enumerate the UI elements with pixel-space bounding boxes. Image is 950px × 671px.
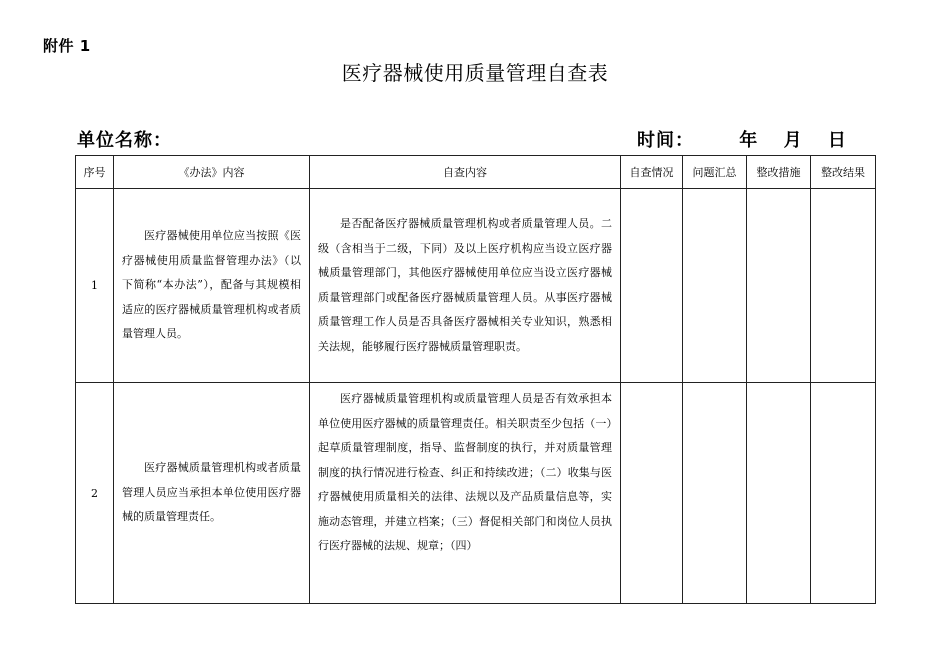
table-row bbox=[76, 189, 876, 383]
row-seq: 1 bbox=[76, 189, 114, 383]
document-title: 医疗器械使用质量管理自查表 bbox=[341, 61, 609, 85]
row-check-status-cell[interactable] bbox=[621, 383, 683, 604]
row-measure-cell bbox=[114, 189, 310, 383]
column-header-measure: 《办法》内容 bbox=[114, 156, 310, 189]
table-row bbox=[76, 383, 876, 604]
row-measure-text: 医疗器械质量管理机构或者质量管理人员应当承担本单位使用医疗器械的质量管理责任。 bbox=[122, 461, 301, 524]
year-label: 年 bbox=[739, 130, 759, 151]
row-seq: 2 bbox=[76, 383, 114, 604]
unit-name-label: 单位名称： bbox=[77, 130, 172, 151]
row-issues-cell[interactable] bbox=[683, 189, 747, 383]
date-placeholder bbox=[739, 126, 865, 152]
time-label: 时间： bbox=[637, 130, 694, 151]
row-corrective-result-cell[interactable] bbox=[811, 383, 876, 604]
annex-label: 附件 1 bbox=[43, 37, 91, 55]
column-header-issues: 问题汇总 bbox=[683, 156, 747, 189]
row-check-content-text: 医疗器械质量管理机构或质量管理人员是否有效承担本单位使用医疗器械的质量管理责任。相关职责至少包括（一）起草质量管理制度，指导、监督制度的执行，并对质量管理制度的执行情况进行检查、纠正和持续改进；（二）收集与医疗器械使用质量相关的法律、法规以及产品质量信息等，实施动态管理，并建立档案；（三）督促相关部门和岗位人员执行医疗器械的法规、规章；（四） bbox=[318, 392, 612, 552]
row-corrective-result-cell[interactable] bbox=[811, 189, 876, 383]
column-header-seq: 序号 bbox=[76, 156, 114, 189]
row-check-status-cell[interactable] bbox=[621, 189, 683, 383]
time-field bbox=[637, 126, 865, 152]
row-check-content-cell bbox=[310, 383, 621, 604]
column-header-corrective-result: 整改结果 bbox=[811, 156, 876, 189]
row-measure-cell bbox=[114, 383, 310, 604]
row-issues-cell[interactable] bbox=[683, 383, 747, 604]
row-corrective-measures-cell[interactable] bbox=[747, 383, 811, 604]
column-header-check-content: 自查内容 bbox=[310, 156, 621, 189]
table-header-row bbox=[76, 156, 876, 189]
self-check-table bbox=[75, 155, 876, 604]
column-header-check-status: 自查情况 bbox=[621, 156, 683, 189]
day-label: 日 bbox=[827, 130, 847, 151]
month-label: 月 bbox=[783, 130, 803, 151]
row-check-content-text: 是否配备医疗器械质量管理机构或者质量管理人员。二级（含相当于二级，下同）及以上医疗机构应当设立医疗器械质量管理部门，其他医疗器械使用单位应当设立医疗器械质量管理部门或配备医疗器械质量管理人员。从事医疗器械质量管理工作人员是否具备医疗器械相关专业知识，熟悉相关法规，能够履行医疗器械质量管理职责。 bbox=[318, 217, 612, 353]
row-check-content-cell bbox=[310, 189, 621, 383]
column-header-corrective-measures: 整改措施 bbox=[747, 156, 811, 189]
row-corrective-measures-cell[interactable] bbox=[747, 189, 811, 383]
row-measure-text: 医疗器械使用单位应当按照《医疗器械使用质量监督管理办法》（以下简称“本办法”），配备与其规模相适应的医疗器械质量管理机构或者质量管理人员。 bbox=[122, 229, 301, 341]
